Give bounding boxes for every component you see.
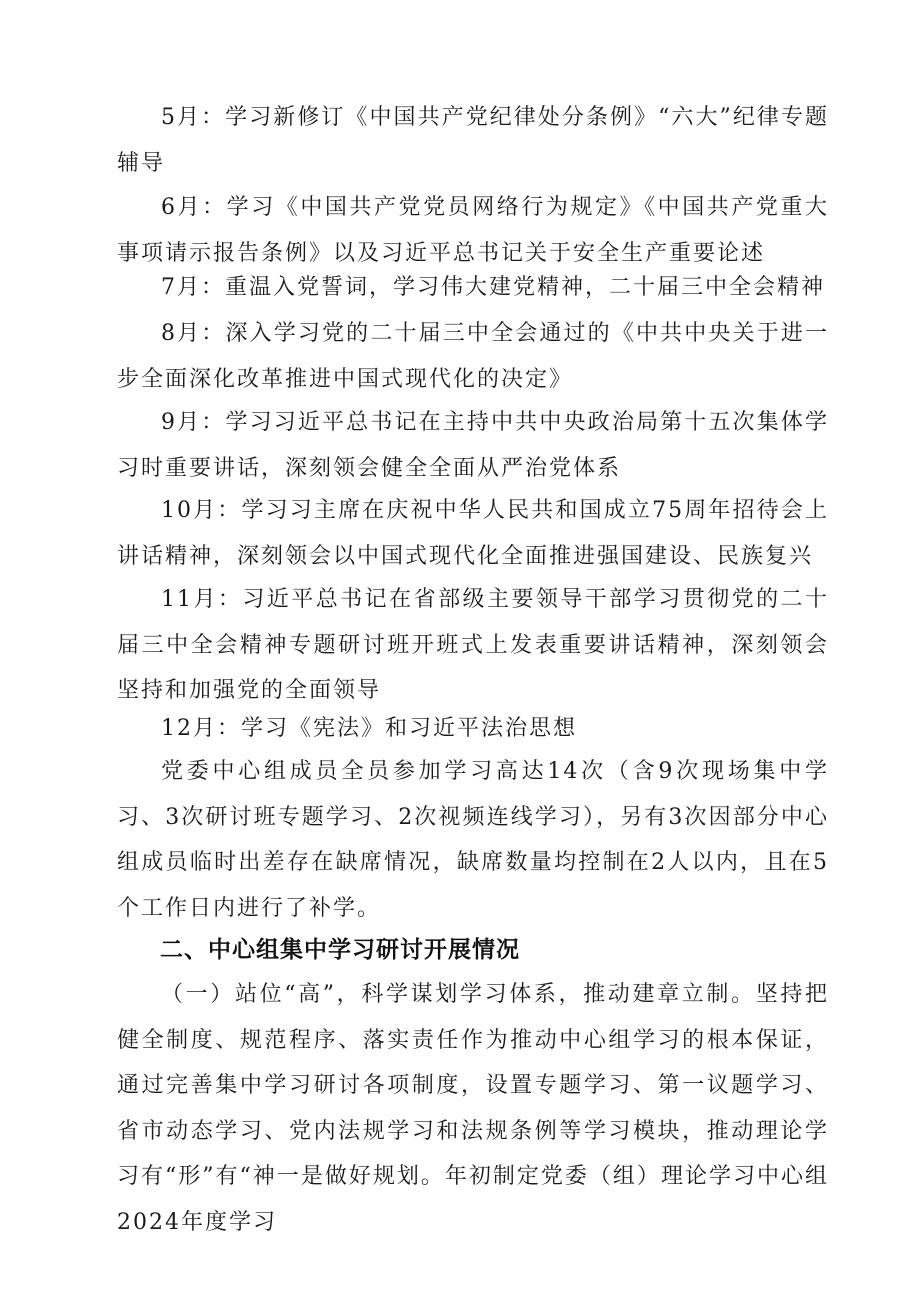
paragraph-october: 10月：学习习主席在庆祝中华人民共和国成立75周年招待会上讲话精神，深刻领会以中国式现代化全面推进强国建设、民族复兴	[117, 498, 829, 569]
section-paragraph: （一）站位“高”，科学谋划学习体系，推动建章立制。坚持把健全制度、规范程序、落实责任作为推动中心组学习的根本保证，通过完善集中学习研讨各项制度，设置专题学习、第一议题学习、省市动态学习、党内法规学习和法规条例等学习模块，推动理论学习有“形”有“神一是做好规划。年初制定党委（组）理论学习中心组2024年度学习	[117, 982, 829, 1235]
paragraph-september: 9月：学习习近平总书记在主持中共中央政治局第十五次集体学习时重要讲话，深刻领会健全全面从严治党体系	[117, 410, 829, 481]
paragraph-attendance: 党委中心组成员全员参加学习高达14次（含9次现场集中学习、3次研讨班专题学习、2次视频连线学习），另有3次因部分中心组成员临时出差存在缺席情况，缺席数量均控制在2人以内，且在5个工作日内进行了补学。	[117, 759, 829, 921]
paragraph-may: 5月：学习新修订《中国共产党纪律处分条例》“六大”纪律专题辅导	[117, 105, 829, 176]
section-heading: 二、中心组集中学习研讨开展情况	[160, 937, 520, 963]
paragraph-december: 12月：学习《宪法》和习近平法治思想	[161, 716, 577, 741]
paragraph-november: 11月：习近平总书记在省部级主要领导干部学习贯彻党的二十届三中全会精神专题研讨班开班式上发表重要讲话精神，深刻领会坚持和加强党的全面领导	[117, 587, 829, 703]
paragraph-august: 8月：深入学习党的二十届三中全会通过的《中共中央关于进一步全面深化改革推进中国式现代化的决定》	[117, 321, 829, 392]
paragraph-july: 7月：重温入党誓词，学习伟大建党精神，二十届三中全会精神	[161, 275, 825, 300]
paragraph-june: 6月：学习《中国共产党党员网络行为规定》《中国共产党重大事项请示报告条例》以及习近平总书记关于安全生产重要论述	[117, 195, 829, 266]
